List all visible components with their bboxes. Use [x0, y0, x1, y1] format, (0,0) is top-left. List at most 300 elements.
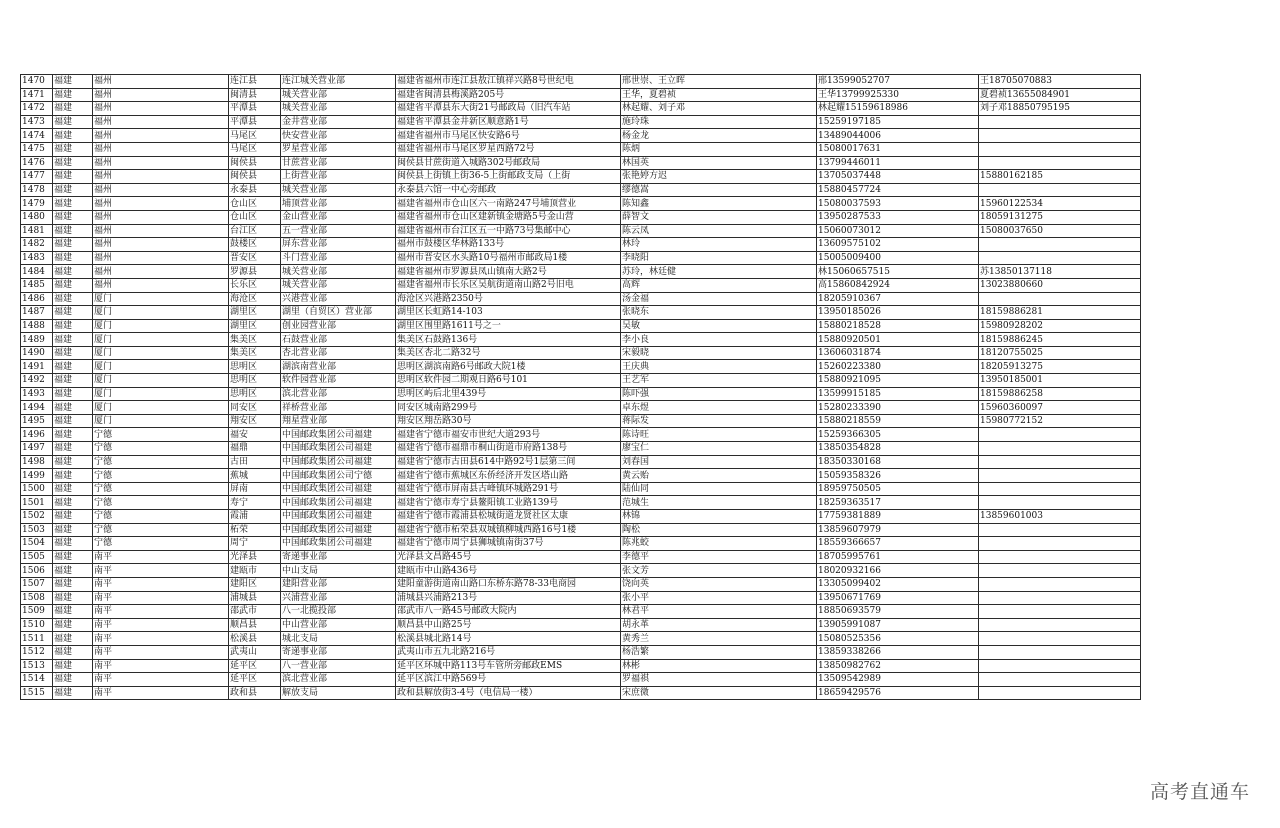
phone-primary-cell: 15080525356 — [817, 632, 979, 646]
province-cell: 福建 — [53, 510, 93, 524]
table-row — [21, 496, 1141, 510]
table-row — [21, 346, 1141, 360]
phone-secondary-cell — [979, 482, 1141, 496]
table-row — [21, 88, 1141, 102]
row-number-cell: 1501 — [21, 496, 53, 510]
table-row — [21, 550, 1141, 564]
row-number-cell: 1493 — [21, 387, 53, 401]
table-row — [21, 686, 1141, 700]
phone-primary-cell: 15280233390 — [817, 401, 979, 415]
row-number-cell: 1492 — [21, 374, 53, 388]
phone-secondary-cell: 13023880660 — [979, 278, 1141, 292]
phone-primary-cell: 15880921095 — [817, 374, 979, 388]
row-number-cell: 1484 — [21, 265, 53, 279]
table-row — [21, 374, 1141, 388]
province-cell: 福建 — [53, 455, 93, 469]
district-cell: 邵武市 — [229, 605, 281, 619]
branch-name-cell: 连江城关营业部 — [281, 75, 396, 89]
district-cell: 思明区 — [229, 374, 281, 388]
phone-secondary-cell — [979, 442, 1141, 456]
province-cell: 福建 — [53, 414, 93, 428]
district-cell: 松溪县 — [229, 632, 281, 646]
phone-secondary-cell — [979, 577, 1141, 591]
district-cell: 闽侯县 — [229, 156, 281, 170]
table-row — [21, 442, 1141, 456]
address-cell: 思明区屿后北里439号 — [396, 387, 621, 401]
row-number-cell: 1494 — [21, 401, 53, 415]
branch-name-cell: 寄递事业部 — [281, 550, 396, 564]
city-cell: 福州 — [93, 183, 229, 197]
phone-primary-cell: 15080037593 — [817, 197, 979, 211]
district-cell: 霞浦 — [229, 510, 281, 524]
row-number-cell: 1496 — [21, 428, 53, 442]
row-number-cell: 1479 — [21, 197, 53, 211]
branch-name-cell: 兴港营业部 — [281, 292, 396, 306]
district-cell: 福鼎 — [229, 442, 281, 456]
row-number-cell: 1489 — [21, 333, 53, 347]
address-cell: 集美区石鼓路136号 — [396, 333, 621, 347]
phone-secondary-cell — [979, 673, 1141, 687]
city-cell: 福州 — [93, 88, 229, 102]
table-row — [21, 618, 1141, 632]
city-cell: 厦门 — [93, 387, 229, 401]
phone-secondary-cell — [979, 292, 1141, 306]
district-cell: 永泰县 — [229, 183, 281, 197]
branch-name-cell: 八一北揽投部 — [281, 605, 396, 619]
phone-primary-cell: 13859607979 — [817, 523, 979, 537]
contact-name-cell: 陈云凤 — [621, 224, 817, 238]
phone-primary-cell: 林起耀15159618986 — [817, 102, 979, 116]
table-row — [21, 537, 1141, 551]
branch-name-cell: 城关营业部 — [281, 183, 396, 197]
city-cell: 南平 — [93, 591, 229, 605]
contact-name-cell: 李晓阳 — [621, 251, 817, 265]
province-cell: 福建 — [53, 306, 93, 320]
contact-name-cell: 张晓东 — [621, 306, 817, 320]
phone-secondary-cell: 15960122534 — [979, 197, 1141, 211]
contact-name-cell: 施玲珠 — [621, 115, 817, 129]
city-cell: 南平 — [93, 550, 229, 564]
branch-name-cell: 斗门营业部 — [281, 251, 396, 265]
city-cell: 宁德 — [93, 442, 229, 456]
phone-primary-cell: 18959750505 — [817, 482, 979, 496]
city-cell: 福州 — [93, 129, 229, 143]
table-row — [21, 170, 1141, 184]
address-cell: 松溪县城北路14号 — [396, 632, 621, 646]
table-row — [21, 183, 1141, 197]
phone-secondary-cell — [979, 428, 1141, 442]
branch-name-cell: 上街营业部 — [281, 170, 396, 184]
table-row — [21, 333, 1141, 347]
row-number-cell: 1483 — [21, 251, 53, 265]
row-number-cell: 1488 — [21, 319, 53, 333]
row-number-cell: 1512 — [21, 645, 53, 659]
district-cell: 武夷山 — [229, 645, 281, 659]
district-cell: 平潭县 — [229, 115, 281, 129]
table-row — [21, 414, 1141, 428]
table-row — [21, 278, 1141, 292]
address-cell: 闽侯县上街镇上街36-5上街邮政支局（上街 — [396, 170, 621, 184]
address-cell: 福建省宁德市屏南县古峰镇环城路291号 — [396, 482, 621, 496]
city-cell: 厦门 — [93, 346, 229, 360]
address-cell: 福建省宁德市蕉城区东侨经济开发区塔山路 — [396, 469, 621, 483]
branch-name-cell: 中国邮政集团公司福建 — [281, 482, 396, 496]
table-body — [21, 75, 1141, 700]
table-row — [21, 210, 1141, 224]
province-cell: 福建 — [53, 170, 93, 184]
phone-secondary-cell: 15880162185 — [979, 170, 1141, 184]
province-cell: 福建 — [53, 428, 93, 442]
address-cell: 福建省平潭县东大街21号邮政局（旧汽车站 — [396, 102, 621, 116]
province-cell: 福建 — [53, 129, 93, 143]
phone-primary-cell: 18559366657 — [817, 537, 979, 551]
table-row — [21, 387, 1141, 401]
phone-primary-cell: 13489044006 — [817, 129, 979, 143]
branch-name-cell: 寄递事业部 — [281, 645, 396, 659]
address-cell: 福建省福州市马尾区罗星西路72号 — [396, 142, 621, 156]
table-row — [21, 469, 1141, 483]
address-cell: 海沧区兴港路2350号 — [396, 292, 621, 306]
district-cell: 集美区 — [229, 346, 281, 360]
phone-primary-cell: 邢13599052707 — [817, 75, 979, 89]
table-row — [21, 251, 1141, 265]
address-cell: 闽侯县甘蔗街道入城路302号邮政局 — [396, 156, 621, 170]
district-cell: 浦城县 — [229, 591, 281, 605]
contact-name-cell: 黄秀兰 — [621, 632, 817, 646]
row-number-cell: 1510 — [21, 618, 53, 632]
table-row — [21, 577, 1141, 591]
address-cell: 福建省宁德市周宁县狮城镇南街37号 — [396, 537, 621, 551]
phone-primary-cell: 18020932166 — [817, 564, 979, 578]
address-cell: 顺昌县中山路25号 — [396, 618, 621, 632]
contact-name-cell: 林君平 — [621, 605, 817, 619]
city-cell: 宁德 — [93, 469, 229, 483]
contact-name-cell: 宋毅晓 — [621, 346, 817, 360]
phone-primary-cell: 13305099402 — [817, 577, 979, 591]
province-cell: 福建 — [53, 197, 93, 211]
row-number-cell: 1500 — [21, 482, 53, 496]
phone-primary-cell: 15005009400 — [817, 251, 979, 265]
city-cell: 厦门 — [93, 333, 229, 347]
row-number-cell: 1470 — [21, 75, 53, 89]
district-cell: 湖里区 — [229, 306, 281, 320]
province-cell: 福建 — [53, 686, 93, 700]
table-row — [21, 605, 1141, 619]
contact-name-cell: 张艳婷方迟 — [621, 170, 817, 184]
district-cell: 连江县 — [229, 75, 281, 89]
branch-name-cell: 城关营业部 — [281, 88, 396, 102]
phone-secondary-cell: 苏13850137118 — [979, 265, 1141, 279]
contact-name-cell: 林锦 — [621, 510, 817, 524]
table-row — [21, 115, 1141, 129]
branch-name-cell: 创业园营业部 — [281, 319, 396, 333]
province-cell: 福建 — [53, 142, 93, 156]
phone-primary-cell: 13705037448 — [817, 170, 979, 184]
district-cell: 光泽县 — [229, 550, 281, 564]
phone-primary-cell: 13950287533 — [817, 210, 979, 224]
address-cell: 福建省福州市台江区五一中路73号集邮中心 — [396, 224, 621, 238]
province-cell: 福建 — [53, 537, 93, 551]
phone-secondary-cell: 15960360097 — [979, 401, 1141, 415]
province-cell: 福建 — [53, 523, 93, 537]
table-row — [21, 673, 1141, 687]
province-cell: 福建 — [53, 659, 93, 673]
phone-secondary-cell — [979, 115, 1141, 129]
address-cell: 福州市晋安区水头路10号福州市邮政局1楼 — [396, 251, 621, 265]
phone-primary-cell: 15880218528 — [817, 319, 979, 333]
city-cell: 福州 — [93, 238, 229, 252]
branch-name-cell: 中国邮政集团公司福建 — [281, 523, 396, 537]
table-row — [21, 306, 1141, 320]
phone-primary-cell: 15259366305 — [817, 428, 979, 442]
province-cell: 福建 — [53, 115, 93, 129]
phone-primary-cell: 15059358326 — [817, 469, 979, 483]
row-number-cell: 1507 — [21, 577, 53, 591]
phone-secondary-cell — [979, 550, 1141, 564]
province-cell: 福建 — [53, 360, 93, 374]
district-cell: 翔安区 — [229, 414, 281, 428]
city-cell: 厦门 — [93, 306, 229, 320]
district-cell: 闽侯县 — [229, 170, 281, 184]
table-row — [21, 564, 1141, 578]
address-cell: 福州市鼓楼区华林路133号 — [396, 238, 621, 252]
phone-secondary-cell: 15980928202 — [979, 319, 1141, 333]
contact-name-cell: 陶松 — [621, 523, 817, 537]
phone-primary-cell: 15260223380 — [817, 360, 979, 374]
district-cell: 海沧区 — [229, 292, 281, 306]
branch-name-cell: 中国邮政集团公司福建 — [281, 455, 396, 469]
table-row — [21, 75, 1141, 89]
table-row — [21, 142, 1141, 156]
province-cell: 福建 — [53, 238, 93, 252]
district-cell: 政和县 — [229, 686, 281, 700]
phone-primary-cell: 高15860842924 — [817, 278, 979, 292]
city-cell: 厦门 — [93, 360, 229, 374]
phone-secondary-cell — [979, 537, 1141, 551]
phone-secondary-cell — [979, 523, 1141, 537]
district-cell: 建瓯市 — [229, 564, 281, 578]
contact-name-cell: 张文芳 — [621, 564, 817, 578]
province-cell: 福建 — [53, 605, 93, 619]
branch-name-cell: 快安营业部 — [281, 129, 396, 143]
table-row — [21, 428, 1141, 442]
district-cell: 仓山区 — [229, 210, 281, 224]
contact-name-cell: 胡永革 — [621, 618, 817, 632]
row-number-cell: 1473 — [21, 115, 53, 129]
phone-secondary-cell — [979, 618, 1141, 632]
branch-name-cell: 中国邮政集团公司福建 — [281, 442, 396, 456]
city-cell: 福州 — [93, 102, 229, 116]
row-number-cell: 1478 — [21, 183, 53, 197]
phone-secondary-cell — [979, 564, 1141, 578]
province-cell: 福建 — [53, 102, 93, 116]
phone-secondary-cell: 18159886258 — [979, 387, 1141, 401]
phone-secondary-cell — [979, 129, 1141, 143]
row-number-cell: 1515 — [21, 686, 53, 700]
row-number-cell: 1511 — [21, 632, 53, 646]
district-cell: 思明区 — [229, 360, 281, 374]
phone-secondary-cell — [979, 632, 1141, 646]
city-cell: 厦门 — [93, 374, 229, 388]
city-cell: 厦门 — [93, 414, 229, 428]
phone-secondary-cell — [979, 496, 1141, 510]
city-cell: 厦门 — [93, 292, 229, 306]
province-cell: 福建 — [53, 278, 93, 292]
province-cell: 福建 — [53, 645, 93, 659]
branch-name-cell: 城关营业部 — [281, 265, 396, 279]
table-row — [21, 238, 1141, 252]
row-number-cell: 1513 — [21, 659, 53, 673]
district-cell: 闽清县 — [229, 88, 281, 102]
contact-name-cell: 蒋际发 — [621, 414, 817, 428]
branch-name-cell: 罗星营业部 — [281, 142, 396, 156]
contact-name-cell: 李小良 — [621, 333, 817, 347]
branch-name-cell: 滨北营业部 — [281, 387, 396, 401]
branch-name-cell: 城北支局 — [281, 632, 396, 646]
table-row — [21, 645, 1141, 659]
district-cell: 集美区 — [229, 333, 281, 347]
district-cell: 平潭县 — [229, 102, 281, 116]
branch-name-cell: 五一营业部 — [281, 224, 396, 238]
address-cell: 福建省福州市马尾区快安路6号 — [396, 129, 621, 143]
branch-name-cell: 湖里（自贸区）营业部 — [281, 306, 396, 320]
contact-name-cell: 饶向英 — [621, 577, 817, 591]
province-cell: 福建 — [53, 673, 93, 687]
branch-name-cell: 解放支局 — [281, 686, 396, 700]
table-row — [21, 659, 1141, 673]
province-cell: 福建 — [53, 632, 93, 646]
district-cell: 周宁 — [229, 537, 281, 551]
province-cell: 福建 — [53, 591, 93, 605]
address-cell: 福建省福州市连江县敖江镇祥兴路8号世纪电 — [396, 75, 621, 89]
province-cell: 福建 — [53, 577, 93, 591]
phone-primary-cell: 13606031874 — [817, 346, 979, 360]
row-number-cell: 1481 — [21, 224, 53, 238]
row-number-cell: 1490 — [21, 346, 53, 360]
city-cell: 福州 — [93, 251, 229, 265]
table-row — [21, 224, 1141, 238]
address-cell: 延平区环城中路113号车管所旁邮政EMS — [396, 659, 621, 673]
branch-name-cell: 金井营业部 — [281, 115, 396, 129]
phone-primary-cell: 13905991087 — [817, 618, 979, 632]
address-cell: 永泰县六馆一中心旁邮政 — [396, 183, 621, 197]
contact-name-cell: 薛智文 — [621, 210, 817, 224]
branch-name-cell: 杏北营业部 — [281, 346, 396, 360]
data-table — [20, 74, 1141, 700]
district-cell: 古田 — [229, 455, 281, 469]
table-row — [21, 591, 1141, 605]
contact-name-cell: 卓东煜 — [621, 401, 817, 415]
address-cell: 福建省福州市仓山区六一南路247号埔顶营业 — [396, 197, 621, 211]
province-cell: 福建 — [53, 374, 93, 388]
city-cell: 南平 — [93, 645, 229, 659]
district-cell: 顺昌县 — [229, 618, 281, 632]
phone-primary-cell: 15060073012 — [817, 224, 979, 238]
branch-name-cell: 埔顶营业部 — [281, 197, 396, 211]
address-cell: 福建省宁德市福安市世纪大道293号 — [396, 428, 621, 442]
province-cell: 福建 — [53, 183, 93, 197]
district-cell: 晋安区 — [229, 251, 281, 265]
district-cell: 马尾区 — [229, 129, 281, 143]
row-number-cell: 1509 — [21, 605, 53, 619]
phone-secondary-cell — [979, 183, 1141, 197]
city-cell: 南平 — [93, 673, 229, 687]
phone-primary-cell: 13950671769 — [817, 591, 979, 605]
address-cell: 福建省福州市罗源县凤山镇南大路2号 — [396, 265, 621, 279]
phone-secondary-cell — [979, 238, 1141, 252]
province-cell: 福建 — [53, 156, 93, 170]
row-number-cell: 1497 — [21, 442, 53, 456]
district-cell: 寿宁 — [229, 496, 281, 510]
contact-name-cell: 陈吓强 — [621, 387, 817, 401]
address-cell: 思明区软件园二期观日路6号101 — [396, 374, 621, 388]
address-cell: 集美区杏北二路32号 — [396, 346, 621, 360]
table-row — [21, 265, 1141, 279]
address-cell: 翔安区翔岳路30号 — [396, 414, 621, 428]
city-cell: 南平 — [93, 605, 229, 619]
branch-name-cell: 祥桥营业部 — [281, 401, 396, 415]
city-cell: 厦门 — [93, 401, 229, 415]
address-cell: 福建省宁德市柘荣县双城镇柳城西路16号1楼 — [396, 523, 621, 537]
phone-secondary-cell — [979, 469, 1141, 483]
contact-name-cell: 林国英 — [621, 156, 817, 170]
phone-secondary-cell: 13950185001 — [979, 374, 1141, 388]
address-cell: 福建省平潭县金井新区顺意路1号 — [396, 115, 621, 129]
phone-secondary-cell: 刘子邓18850795195 — [979, 102, 1141, 116]
phone-secondary-cell — [979, 645, 1141, 659]
city-cell: 宁德 — [93, 537, 229, 551]
city-cell: 福州 — [93, 156, 229, 170]
city-cell: 福州 — [93, 224, 229, 238]
table-row — [21, 129, 1141, 143]
phone-primary-cell: 13609575102 — [817, 238, 979, 252]
city-cell: 宁德 — [93, 482, 229, 496]
phone-secondary-cell — [979, 455, 1141, 469]
province-cell: 福建 — [53, 550, 93, 564]
row-number-cell: 1505 — [21, 550, 53, 564]
contact-name-cell: 黄云贻 — [621, 469, 817, 483]
row-number-cell: 1499 — [21, 469, 53, 483]
branch-name-cell: 八一营业部 — [281, 659, 396, 673]
branch-name-cell: 中国邮政集团公司福建 — [281, 510, 396, 524]
row-number-cell: 1514 — [21, 673, 53, 687]
contact-name-cell: 宋庶微 — [621, 686, 817, 700]
district-cell: 思明区 — [229, 387, 281, 401]
phone-primary-cell: 18850693579 — [817, 605, 979, 619]
row-number-cell: 1506 — [21, 564, 53, 578]
contact-name-cell: 高辉 — [621, 278, 817, 292]
table-row — [21, 156, 1141, 170]
branch-name-cell: 中国邮政集团公司福建 — [281, 537, 396, 551]
branch-name-cell: 屏东营业部 — [281, 238, 396, 252]
phone-primary-cell: 13850982762 — [817, 659, 979, 673]
contact-name-cell: 吴敏 — [621, 319, 817, 333]
contact-name-cell: 杨金龙 — [621, 129, 817, 143]
district-cell: 延平区 — [229, 659, 281, 673]
branch-name-cell: 兴浦营业部 — [281, 591, 396, 605]
address-cell: 湖里区围里路1611号之一 — [396, 319, 621, 333]
phone-primary-cell: 15880457724 — [817, 183, 979, 197]
phone-secondary-cell: 18059131275 — [979, 210, 1141, 224]
branch-name-cell: 金山营业部 — [281, 210, 396, 224]
contact-name-cell: 苏玲，林廷健 — [621, 265, 817, 279]
row-number-cell: 1472 — [21, 102, 53, 116]
address-cell: 武夷山市五九北路216号 — [396, 645, 621, 659]
row-number-cell: 1471 — [21, 88, 53, 102]
city-cell: 宁德 — [93, 496, 229, 510]
phone-primary-cell: 15259197185 — [817, 115, 979, 129]
row-number-cell: 1508 — [21, 591, 53, 605]
